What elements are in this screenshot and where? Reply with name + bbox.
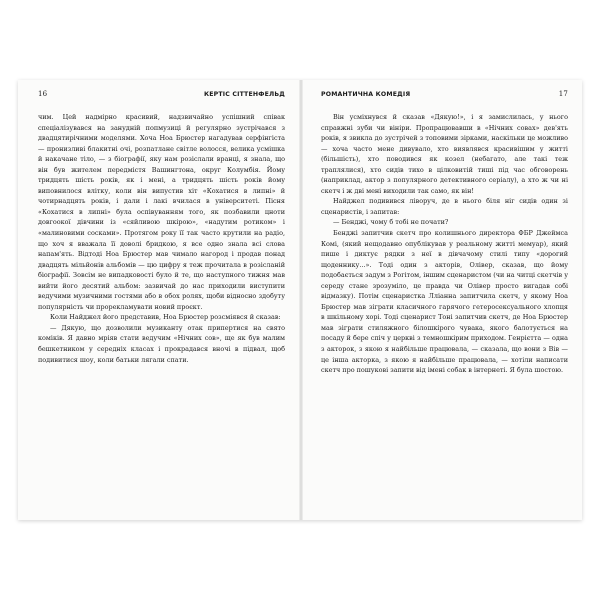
right-paragraph-3: — Бенджі, чому б тобі не почати? (333, 218, 449, 227)
left-paragraph-2: Коли Найджел його представив, Ноа Брюстер розсміявся й сказав: (50, 313, 281, 322)
right-running-head: РОМАНТИЧНА КОМЕДІЯ (321, 91, 411, 98)
right-paragraph-1: Він усміхнувся й сказав «Дякую!», і я замислилась, у нього справжні зуби чи вініри. Пропрацювавши в «Нічних совах» дев'ять років, я звикла до зустрічей з топовими зірками, наскільки це можливо — хоча часто мене дивувало, хто виявлявся красивішим у житті (більшість), хто поводився як козел (небагато, але такі теж траплялися), хто сидів тихо в цілковитій тиші під час обговорень (наприклад, актор з популярного детективного серіалу), а хто ж чи ні скетч і ж дві мені виходили так само, як він! (321, 113, 568, 195)
book-spread (18, 80, 582, 520)
left-running-head: КЕРТІС СІТТЕНФЕЛЬД (203, 91, 285, 98)
left-paragraph-3: — Дякую, що дозволили музиканту отак припертися на свято коміків. Я давно мріяв стати ведучим «Нічних сов», ще як був малим бешкетником у середніх класах і прокрадався вночі в підвал, щоб подивитися шоу, коли батьки лягали спати. (38, 323, 285, 364)
right-page (321, 90, 568, 376)
left-page-text (38, 112, 285, 365)
left-page-header (38, 90, 285, 102)
right-paragraph-2: Найджел подивився ліворуч, де в нього біля ніг сидів один зі сценаристів, і запитав: (321, 197, 568, 216)
left-paragraph-1: чим. Цей надмірно красивий, надзвичайно успішний співак спеціалізувався на занудній попмузиці й регулярно зустрічався з двадцятирічними моделями. Хоча Ноа Брюстер нагадував серфінгіста — пронизливі блакитні очі, розпатлане світле волосся, велика усмішка й накачане тіло, — з біографії, яку нам розіслали вранці, я знала, що він був жителем передмістя Вашингтона, округ Колумбія. Йому тридцять шість років, як і мені, а тридцять шість років йому виповнилося влітку, коли він випустив хіт «Кохатися в липні» й чотирнадцять років, і дали і лакі вчилася в університеті. Пісня «Кохатися в липні» була оспівуванням того, як позбавили цноти довгоокої дівчини із «сяйливою шкірою», «надутим ротиком» і «малиновими сосками». Протягом року її так часто крутили на радіо, що хоч я вважала її доволі бридкою, я все одно знала всі слова напам'ять. Відтоді Ноа Брюстер мав чимало нагород і продав понад двадцять мільйонів альбомів — цю цифру я теж прочитала в розісланій біографії. Зовсім не випадковості було й те, що наступного тижня мав вийти його десятий альбом: зазвичай до нас приходили виступити ведучими музичними гостями або в обох ролях, щоби відносно здобуту популярність чи прорекламувати новий проєкт. (38, 113, 285, 311)
left-page (38, 90, 285, 365)
right-page-header (321, 90, 568, 102)
right-page-number: 17 (558, 90, 568, 98)
right-page-text (321, 112, 568, 376)
left-page-number: 16 (38, 90, 48, 98)
book-gutter (299, 80, 303, 520)
right-paragraph-4: Бенджі запитчив скетч про колишнього директора ФБР Джеймса Комі, (який нещодавно опублікував у реальному житті мемуар), який пише і диктує рядки з неї в дівчачому стилі типу «дорогий щоденнику...». Тоді один з акторів, Олівер, сказав, що йому подобається задум з Рогітом, іншим сценаристом (чи на читці скетчів у середу стане зрозуміло, це правда чи Олівер просто вигадав собі відмазку). Потім сценаристка Лліанна запитчила скетч, у якому Ноа Брюстер мав зіграти класичного гарячого гетеросексуального хлопця в шкільному хорі. Тоді сценарист Тоні запитчив скетч, де Ноа Брюстер мав зіграти стиляжного білошкірого чувака, якого балотується на посаду й бере спіч у церкві з темношкірим приходом. Генрієтта — одна з акторок, з якою я найбільше працювала, — сказала, що вони з Вів — це інша акторка, з якою я найбільше працювала, — хотіли написати скетч про пошукові запити від імені собак в інтернеті. Я була шостою. (321, 229, 568, 375)
